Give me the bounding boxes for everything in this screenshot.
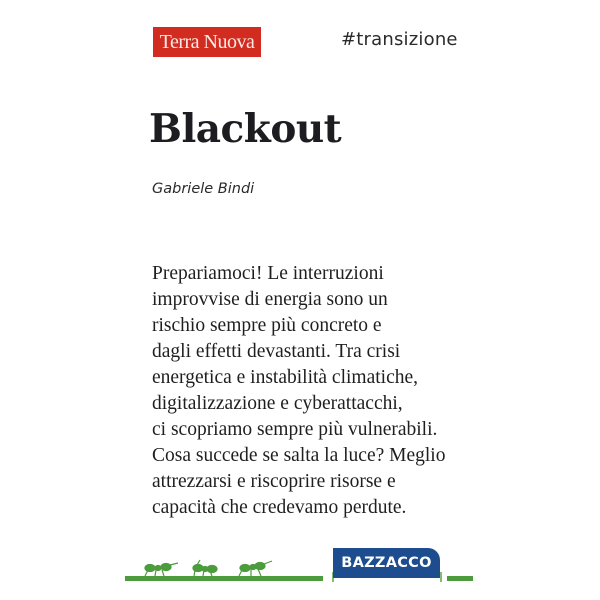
blurb-line: dagli effetti devastanti. Tra crisi bbox=[152, 341, 401, 362]
book-author: Gabriele Bindi bbox=[152, 181, 255, 197]
blurb-line: digitalizzazione e cyberattacchi, bbox=[152, 393, 403, 414]
blurb-line: Prepariamoci! Le interruzioni bbox=[152, 263, 384, 284]
blurb-line: improvvise di energia sono un bbox=[152, 289, 388, 310]
blurb-line: energetica e instabilità climatiche, bbox=[152, 367, 419, 388]
publisher-logo: BAZZACCO bbox=[333, 548, 440, 578]
blurb-line: rischio sempre più concreto e bbox=[152, 315, 382, 336]
blurb-line: attrezzarsi e riscoprire risorse e bbox=[152, 471, 396, 492]
book-title: Blackout bbox=[149, 106, 342, 152]
blurb-line: Cosa succede se salta la luce? Meglio bbox=[152, 445, 446, 466]
green-ground-line-left bbox=[125, 576, 323, 581]
terra-nuova-logo: Terra Nuova bbox=[153, 27, 261, 57]
blurb-line: capacità che credevamo perdute. bbox=[152, 497, 407, 518]
book-blurb bbox=[152, 261, 472, 521]
series-hashtag: #transizione bbox=[341, 29, 458, 50]
blurb-line: ci scopriamo sempre più vulnerabili. bbox=[152, 419, 438, 440]
green-ground-line-right bbox=[447, 576, 473, 581]
grass-tick bbox=[440, 572, 442, 582]
ants-icon bbox=[140, 558, 280, 578]
